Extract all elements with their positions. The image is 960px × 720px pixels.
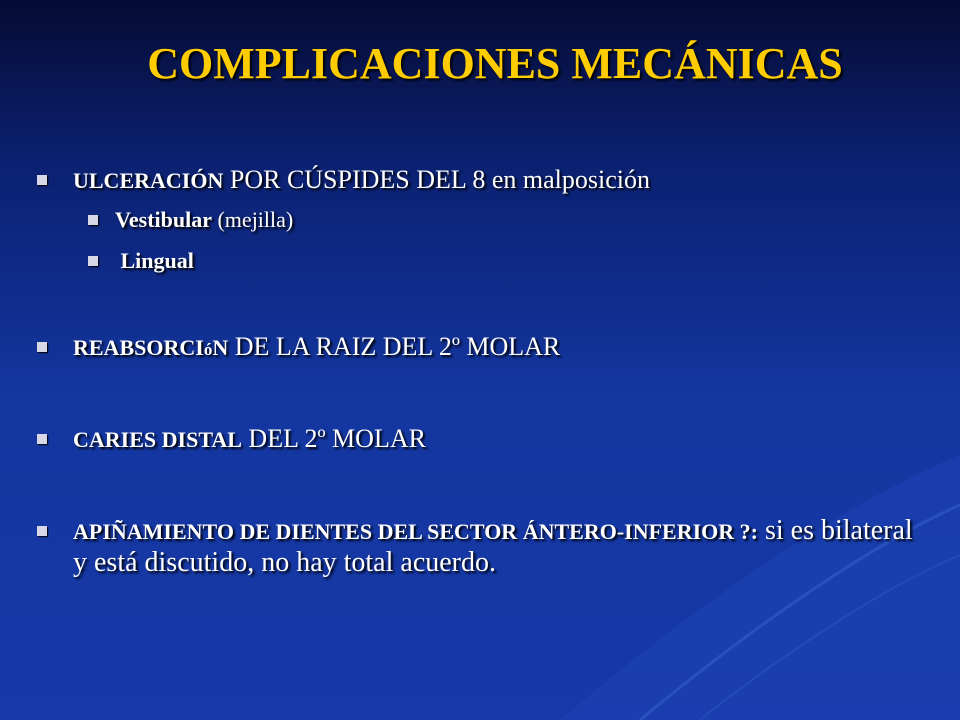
bullet-caries	[73, 423, 913, 455]
bullet-text: si es bilateral y está discutido, no hay total acuerdo.	[73, 515, 913, 578]
bullet-ulceracion	[73, 164, 913, 196]
bullet-bold-small-text: ó	[203, 340, 213, 359]
bullet-text: DE LA RAIZ DEL 2º MOLAR	[228, 332, 561, 361]
bullet-bold-text: CARIES DISTAL	[73, 427, 242, 452]
bullet-text: DEL 2º MOLAR	[241, 424, 426, 453]
bullet-bold-text-end: N	[212, 335, 229, 360]
bullet-lingual	[115, 247, 194, 274]
bullet-square-icon	[37, 434, 47, 444]
slide-title: COMPLICACIONES MECÁNICAS	[147, 39, 843, 88]
bullet-reabsorcion	[73, 331, 913, 365]
bullet-square-icon	[88, 215, 98, 225]
bullet-bold-text: APIÑAMIENTO DE DIENTES DEL SECTOR ÁNTERO-INFERIOR ?:	[73, 519, 758, 544]
bullet-square-icon	[37, 175, 47, 185]
bullet-text: (mejilla)	[211, 207, 294, 232]
bullet-square-icon	[88, 256, 98, 266]
bullet-bold-text: ULCERACIÓN	[73, 168, 224, 193]
bullet-vestibular	[115, 206, 293, 233]
bullet-square-icon	[37, 342, 47, 352]
bullet-square-icon	[37, 526, 47, 536]
bullet-bold-text: Vestibular	[115, 207, 212, 232]
bullet-text: POR CÚSPIDES DEL 8 en malposición	[223, 165, 650, 194]
bullet-bold-text: REABSORCI	[73, 335, 204, 360]
bullet-bold-text: Lingual	[115, 248, 194, 273]
bullet-apinamiento	[73, 515, 913, 578]
